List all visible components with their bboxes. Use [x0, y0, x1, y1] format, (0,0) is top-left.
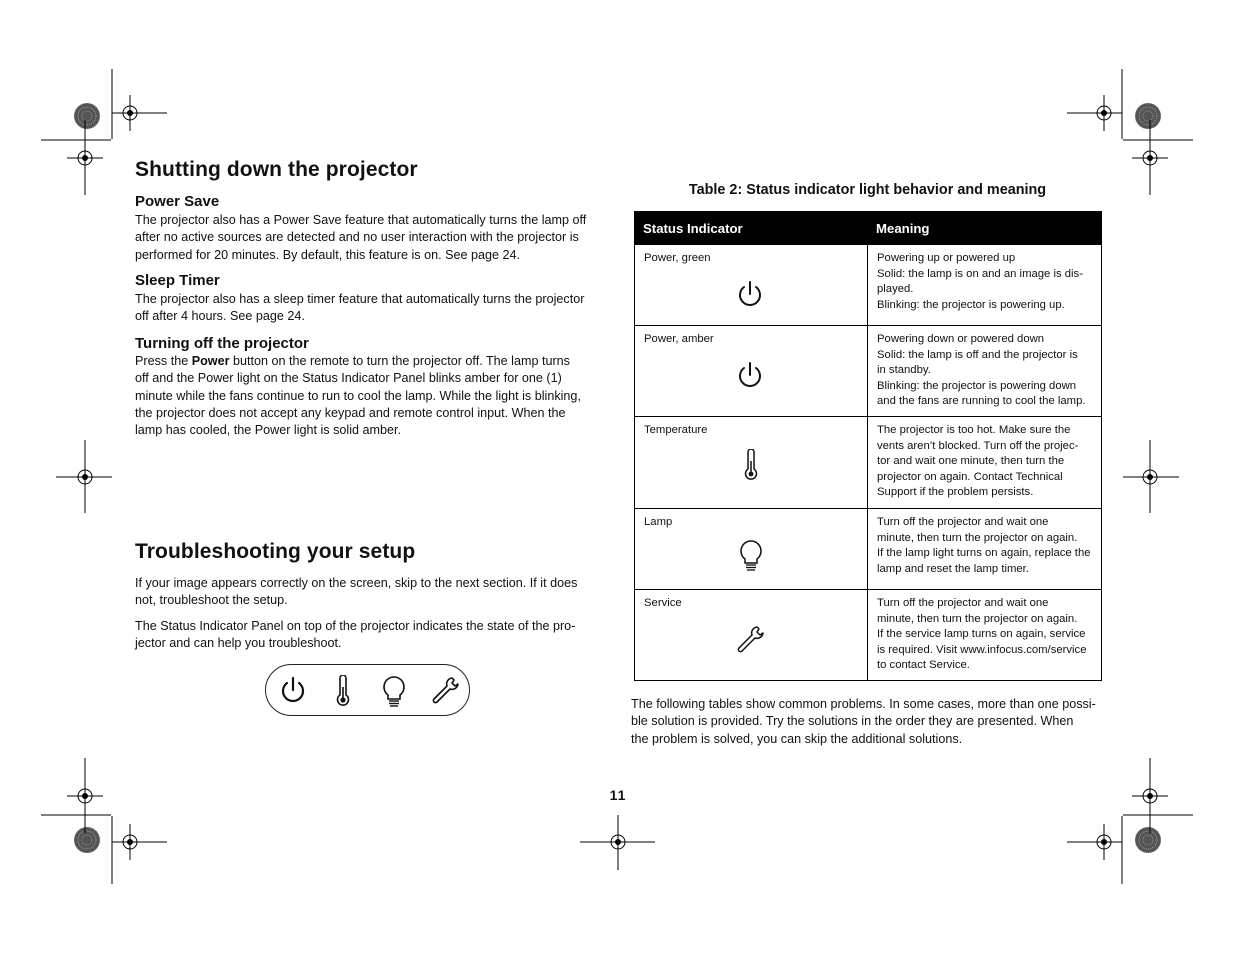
power-icon	[735, 360, 765, 390]
text-line: projector on again. Contact Technical	[877, 470, 1063, 483]
paragraph-status-panel	[135, 618, 615, 653]
heading-sleep-timer: Sleep Timer	[135, 272, 220, 289]
indicator-label: Power, amber	[644, 333, 714, 345]
status-indicator-table	[634, 211, 1102, 681]
table-row	[635, 326, 1102, 417]
section-title-shutting-down: Shutting down the projector	[135, 158, 418, 181]
heading-turning-off: Turning off the projector	[135, 335, 309, 352]
power-icon	[735, 279, 765, 309]
text-line: minute, then turn the projector on again.	[877, 531, 1078, 544]
text-line: Turn off the projector and wait one	[877, 516, 1049, 528]
text-line: The projector also has a sleep timer feature that automatically turns the projector	[135, 292, 585, 306]
indicator-cell	[635, 245, 868, 326]
paragraph-turning-off	[135, 353, 615, 439]
text-span: button on the remote to turn the projector off. The lamp turns	[229, 354, 570, 368]
indicator-cell	[635, 417, 868, 509]
text-line: the problem is solved, you can skip the additional solutions.	[631, 731, 963, 746]
text-line: The projector also has a Power Save feature that automatically turns the lamp off	[135, 213, 587, 227]
text-line: off and the Power light on the Status Indicator Panel blinks amber for one (1)	[135, 371, 562, 386]
text-line: off after 4 hours. See page 24.	[135, 309, 305, 324]
text-line: If the lamp light turns on again, replace the	[877, 547, 1091, 560]
lightbulb-icon	[738, 539, 764, 573]
text-line: The Status Indicator Panel on top of the projector indicates the state of the pro-	[135, 619, 576, 633]
text-line: Blinking: the projector is powering down	[877, 379, 1077, 392]
paragraph-power-save	[135, 212, 615, 264]
table-row	[635, 590, 1102, 681]
paragraph-common-problems	[631, 696, 1111, 748]
section-title-troubleshooting: Troubleshooting your setup	[135, 540, 416, 563]
text-line: Powering down or powered down	[877, 333, 1045, 345]
thermometer-icon	[332, 675, 354, 707]
column-header-meaning: Meaning	[868, 212, 1102, 245]
thermometer-icon	[741, 449, 761, 481]
indicator-label: Temperature	[644, 424, 708, 436]
text-line: the projector does not accept any keypad and remote control input. When the	[135, 405, 566, 420]
text-line: Solid: the lamp is off and the projector is	[877, 348, 1078, 361]
meaning-cell	[868, 245, 1102, 326]
text-line: If the service lamp turns on again, service	[877, 628, 1086, 641]
text-line: vents aren’t blocked. Turn off the projec-	[877, 439, 1079, 452]
indicator-label: Service	[644, 597, 682, 609]
text-line: performed for 20 minutes. By default, this feature is on. See page 24.	[135, 247, 521, 262]
text-line: lamp has cooled, the Power light is solid amber.	[135, 423, 402, 438]
text-line: jector and can help you troubleshoot.	[135, 636, 342, 651]
table-row	[635, 417, 1102, 509]
text-line: in standby.	[877, 364, 931, 377]
text-line: Support if the problem persists.	[877, 486, 1034, 499]
indicator-cell	[635, 590, 868, 681]
text-line: lamp and reset the lamp timer.	[877, 562, 1029, 575]
text-line: not, troubleshoot the setup.	[135, 593, 288, 608]
lightbulb-icon	[381, 675, 407, 709]
text-line: tor and wait one minute, then turn the	[877, 455, 1065, 468]
text-line: Turn off the projector and wait one	[877, 597, 1049, 609]
meaning-cell	[868, 590, 1102, 681]
text-line	[135, 353, 615, 370]
text-line: and the fans are running to cool the lamp.	[877, 395, 1086, 408]
paragraph-troubleshoot-intro	[135, 575, 615, 610]
page-number: 11	[609, 787, 627, 803]
meaning-cell	[868, 326, 1102, 417]
text-line: The following tables show common problems. In some cases, more than one possi-	[631, 697, 1096, 711]
text-line: is required. Visit www.infocus.com/service	[877, 643, 1087, 656]
power-button-term: Power	[191, 354, 230, 368]
indicator-label: Power, green	[644, 252, 711, 264]
text-span: Press the	[135, 354, 192, 368]
text-line: Powering up or powered up	[877, 252, 1016, 264]
indicator-cell	[635, 326, 868, 417]
status-indicator-panel	[265, 664, 470, 716]
wrench-icon	[735, 624, 765, 654]
power-icon	[278, 675, 308, 705]
text-line: minute, then turn the projector on again.	[877, 612, 1078, 625]
table-row	[635, 245, 1102, 326]
meaning-cell	[868, 417, 1102, 509]
table-header-row	[635, 212, 1102, 245]
text-line: to contact Service.	[877, 659, 970, 672]
text-line: minute while the fans continue to run to cool the lamp. While the light is blinking,	[135, 388, 581, 403]
text-line: The projector is too hot. Make sure the	[877, 424, 1071, 436]
column-header-status-indicator: Status Indicator	[635, 212, 868, 245]
wrench-icon	[430, 675, 460, 705]
text-line: ble solution is provided. Try the solutions in the order they are presented. When	[631, 714, 1074, 729]
paragraph-sleep-timer	[135, 291, 615, 326]
text-line: after no active sources are detected and no user interaction with the projector is	[135, 230, 579, 245]
text-line: played.	[877, 283, 914, 296]
meaning-cell	[868, 509, 1102, 590]
heading-power-save: Power Save	[135, 193, 220, 210]
indicator-cell	[635, 509, 868, 590]
text-line: Blinking: the projector is powering up.	[877, 298, 1065, 311]
text-line: Solid: the lamp is on and an image is dis-	[877, 267, 1083, 280]
text-line: If your image appears correctly on the screen, skip to the next section. If it does	[135, 576, 578, 590]
table-row	[635, 509, 1102, 590]
indicator-label: Lamp	[644, 516, 673, 528]
table-caption: Table 2: Status indicator light behavior and meaning	[688, 182, 1047, 198]
